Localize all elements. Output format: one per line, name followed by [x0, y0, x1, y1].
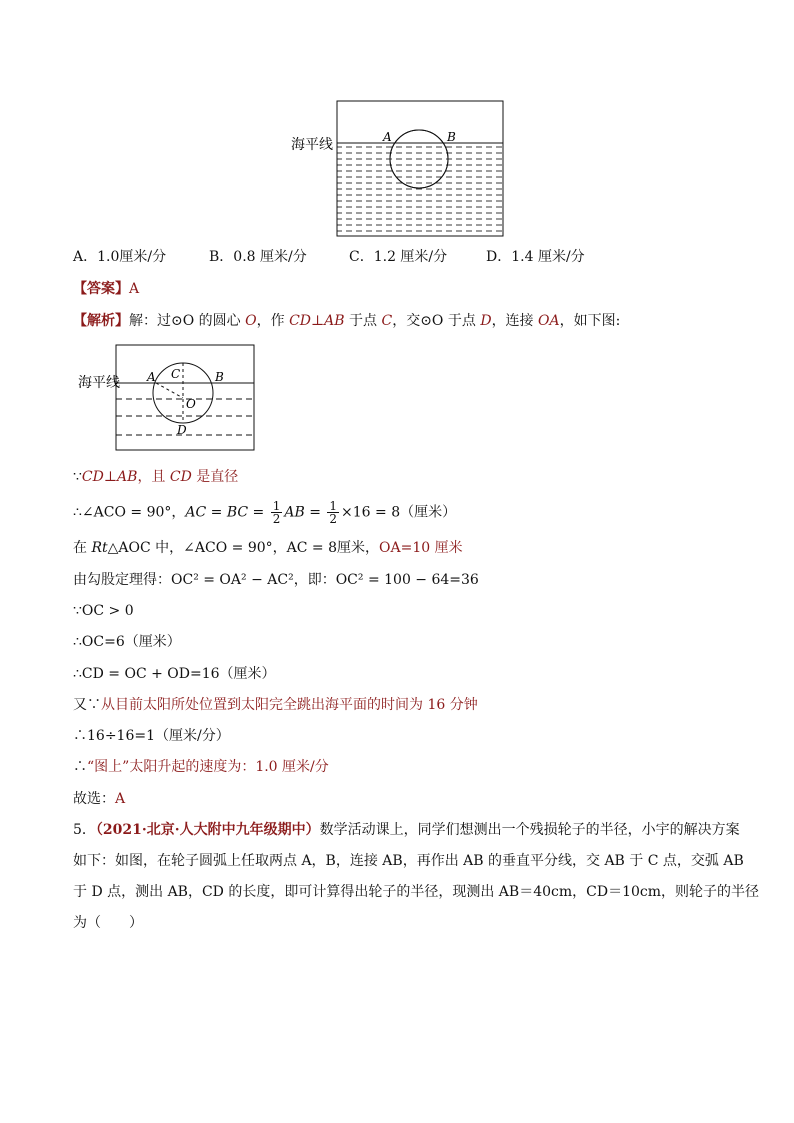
svg-text:A: A [147, 370, 156, 384]
question-5-line-1: 5．（2021·北京·人大附中九年级期中）数学活动课上，同学们想测出一个残损轮子的半径，小宇的解决方案 [73, 822, 740, 838]
option-b: B．0.8 厘米/分 [209, 249, 307, 265]
step-10: ∴“图上”太阳升起的速度为：1.0 厘米/分 [73, 759, 329, 775]
step-11: 故选：A [73, 791, 126, 807]
question-5-source: （2021·北京·人大附中九年级期中） [95, 822, 320, 838]
step-2: ∴∠ACO = 90°，AC = BC = $\frac{1}{2}$ AB = $\frac{1}{2}$ ×16 = 8（厘米） [73, 499, 457, 526]
sea-level-label: 海平线 [291, 137, 333, 153]
svg-text:C: C [171, 367, 181, 381]
circle-o-symbol: ⊙O [171, 313, 195, 329]
point-a-label: A [383, 130, 392, 144]
svg-text:O: O [186, 397, 196, 411]
analysis-line: 【解析】解：过⊙O 的圆心 O，作 CD⊥AB 于点 C，交⊙O 于点 D，连接 OA，如下图: [73, 313, 621, 329]
svg-text:D: D [177, 423, 187, 437]
figure-construction [68, 340, 263, 455]
question-5-line-3: 于 D 点，测出 AB，CD 的长度，即可计算得出轮子的半径，现测出 AB＝40cm，CD＝10cm，则轮子的半径 [73, 884, 760, 900]
figure2-sea-label: 海平线 [78, 375, 120, 391]
step-5: ∵OC > 0 [73, 603, 134, 619]
option-a: A．1.0厘米/分 [73, 249, 167, 265]
step-1: ∵CD⊥AB，且 CD 是直径 [73, 469, 239, 485]
radius-oa [156, 383, 183, 398]
step-4: 由勾股定理得：OC² = OA² − AC²，即：OC² = 100 − 64=36 [73, 572, 479, 588]
step-7: ∴CD = OC + OD=16（厘米） [73, 666, 276, 682]
svg-text:B: B [215, 370, 224, 384]
figure-sun-sea [285, 96, 510, 241]
step-6: ∴OC=6（厘米） [73, 634, 181, 650]
answer-tag: 【答案】 [73, 281, 129, 297]
question-5-line-2: 如下：如图，在轮子圆弧上任取两点 A，B，连接 AB，再作出 AB 的垂直平分线，交 AB 于 C 点，交弧 AB [73, 853, 744, 869]
point-b-label: B [447, 130, 456, 144]
step-3: 在 Rt△AOC 中，∠ACO = 90°，AC = 8厘米，OA=10 厘米 [73, 540, 463, 556]
step-9: ∴16÷16=1（厘米/分） [73, 728, 230, 744]
answer-line [73, 279, 139, 299]
question-5-line-4: 为（ ） [73, 915, 143, 931]
answer-value: A [129, 281, 140, 297]
step-8: 又∵从目前太阳所处位置到太阳完全跳出海平面的时间为 16 分钟 [73, 697, 478, 713]
analysis-tag: 【解析】 [73, 313, 129, 329]
option-c: C．1.2 厘米/分 [349, 249, 448, 265]
option-d: D．1.4 厘米/分 [486, 249, 585, 265]
